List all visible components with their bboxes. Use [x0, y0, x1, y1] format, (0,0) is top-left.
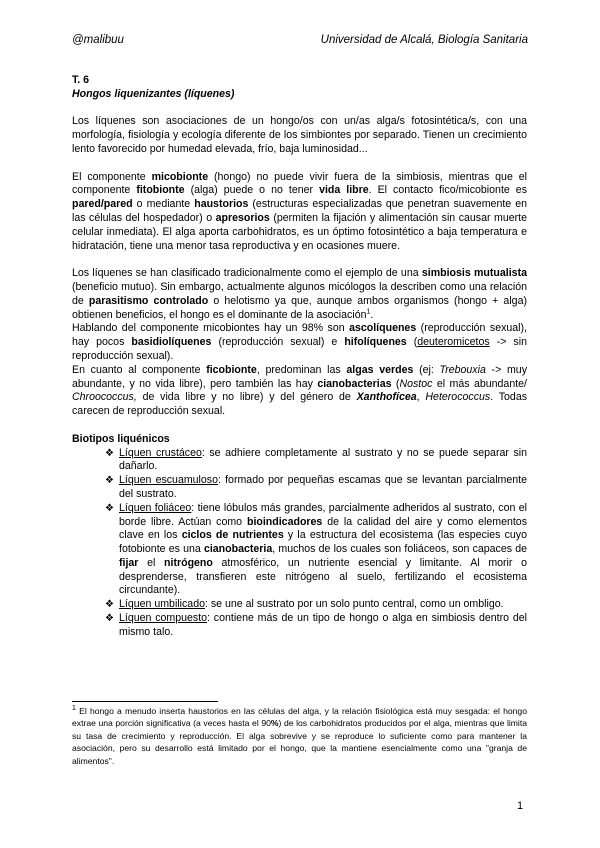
list-item: ❖ Líquen escuamuloso: formado por pequeñas escamas que se levantan parcialmente del sustrato.	[105, 474, 527, 500]
paragraph-micobiontes: Hablando del componente micobiontes hay un 98% son ascolíquenes (reproducción sexual), hay pocos basidiolíquenes (reproducción sexual) e hifolíquenes (deuteromicetos -> sin reproducción sexual).	[72, 322, 527, 362]
footnote-mark: 1	[72, 705, 76, 713]
list-item: ❖ Líquen compuesto: contiene más de un tipo de hongo o alga en simbiosis dentro del mismo talo.	[105, 612, 527, 638]
biotipos-heading: Biotipos liquénicos	[72, 432, 170, 445]
diamond-bullet-icon: ❖	[105, 599, 114, 611]
footnote-separator	[72, 701, 218, 702]
topic-title: Hongos liquenizantes (líquenes)	[72, 87, 235, 100]
diamond-bullet-icon: ❖	[105, 502, 114, 514]
paragraph-classification: Los líquenes se han clasificado tradicionalmente como el ejemplo de una simbiosis mutualista (beneficio mutuo). Sin embargo, actualmente algunos micólogos la describen como una relación de parasitismo controlado o helotismo ya que, aunque ambos organismos (hongo + alga) obtienen beneficios, el hongo es el dominante de la asociación$^1$.	[72, 267, 527, 321]
footnote-reference[interactable]: 1	[366, 308, 371, 316]
paragraph-ficobionte: En cuanto al componente ficobionte, predominan las algas verdes (ej: Trebouxia -> muy abundante, y no vida libre), pero también las hay cianobacterias (Nostoc el más abundante/ Chroococcus, de vida libre y no libre) y del género de Xanthofícea, Heterococcus. Todas carecen de reproducción sexual.	[72, 363, 528, 418]
list-item: ❖ Líquen umbilicado: se une al sustrato por un solo punto central, como un ombligo.	[105, 598, 504, 611]
diamond-bullet-icon: ❖	[105, 447, 114, 459]
topic-number: T. 6	[72, 74, 90, 86]
header-author: @malibuu	[72, 34, 124, 46]
list-item: ❖ Líquen crustáceo: se adhiere completamente al sustrato y no se puede separar sin dañarlo.	[105, 446, 527, 473]
paragraph-components: El componente micobionte (hongo) no puede vivir fuera de la simbiosis, mientras que el componente fitobionte (alga) puede o no tener vida libre. El contacto fico/micobionte es pared/pared o mediante haustorios (estructuras especializadas que penetran suavemente en las células del hospedador) o apresorios (permiten la fijación y alimentación sin causar muerte celular inmediata). El alga aporta carbohidratos, es un óptimo fotosintético a baja temperatura e hidratación, tiene una menor tasa reproductiva y en ocasiones muere.	[72, 170, 527, 252]
footnote: $^1$ El hongo a menudo inserta haustorios en las células del alga, y la relación fisiológica está muy sesgada: el hongo extrae una porción significativa (a veces hasta el 90%) de los carbohidratos producidos por el alga, mientras que limita su tasa de crecimiento y reproducción. El alga sobrevive y se reproduce lo suficiente como para mantener la asociación, pero su desarrollo está limitado por el hongo, que la mantiene esencialmente como una "granja de alimentos".	[72, 705, 527, 766]
header-university: Universidad de Alcalá, Biología Sanitaria	[320, 34, 528, 46]
diamond-bullet-icon: ❖	[105, 475, 114, 487]
biotipos-list	[72, 447, 527, 640]
main-text	[72, 74, 527, 640]
paragraph-intro: Los líquenes son asociaciones de un hongo/os con un/as alga/s fotosintética/s, con una morfología, fisiología y ecología diferente de los simbiontes por separado. Tienen un crecimiento lento favorecido por humedad elevada, frío, baja luminosidad...	[72, 115, 527, 155]
page-number: 1	[517, 800, 524, 812]
diamond-bullet-icon: ❖	[105, 613, 114, 625]
list-item: ❖ Líquen foliáceo: tiene lóbulos más grandes, parcialmente adheridos al sustrato, con el borde libre. Actúan como bioindicadores de la calidad del aire y como elementos clave en los ciclos de nutrientes y la estructura del ecosistema (las especies cuyo fotobionte es una cianobacteria, muchos de los cuales son foliáceos, son capaces de fijar el nitrógeno atmosférico, un nutriente esencial y limitante. Al morir o desprenderse, transfieren este nitrógeno al suelo, fertilizando el ecosistema circundante).	[105, 501, 528, 597]
